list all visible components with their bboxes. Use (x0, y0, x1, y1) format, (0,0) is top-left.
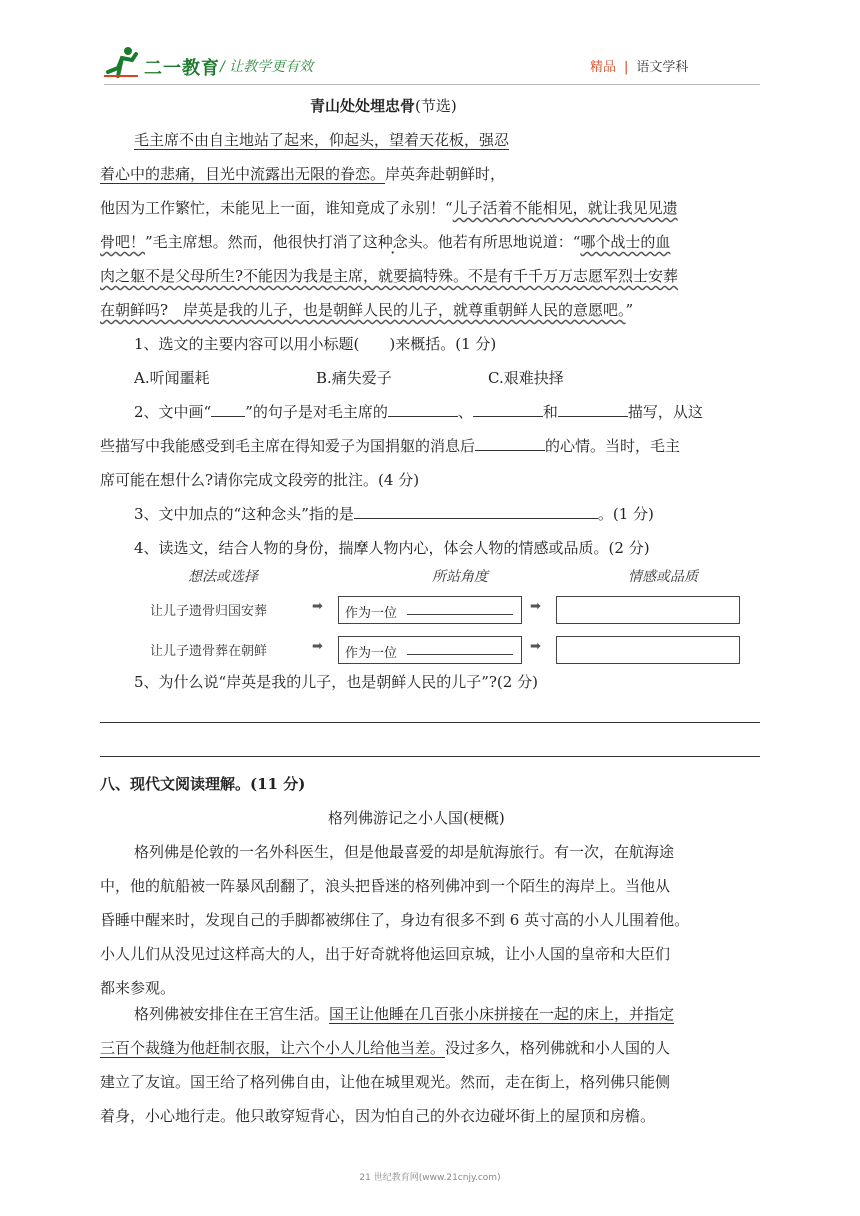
passage-title-text: 青山处处埋忠骨 (310, 97, 416, 115)
table-header-choice: 想法或选择 (188, 569, 258, 585)
q2-text: 、 (457, 403, 473, 421)
page-header (0, 0, 860, 88)
q1-option-c: C.艰难抉择 (488, 369, 564, 387)
passage-line-5 (100, 266, 678, 286)
section-text: 格列佛被安排住在王宫生活。 (134, 1005, 330, 1023)
logo-text: 二一教育 (144, 58, 220, 79)
wavy-sentence: 在朝鲜吗? 岸英是我的儿子，也是朝鲜人民的儿子，就尊重朝鲜人民的意愿吧。 (100, 301, 626, 319)
q2-text: 2、文中画“ (134, 403, 212, 421)
passage-line-4 (100, 232, 670, 252)
section-title: 格列佛游记之小人国(梗概) (328, 809, 505, 827)
section-heading: 八、现代文阅读理解。(11 分) (100, 775, 306, 793)
quality-box-1[interactable] (556, 596, 740, 624)
underlined-sentence: 三百个裁缝为他赶制衣服，让六个小人儿给他当差。 (100, 1039, 446, 1057)
passage-title (310, 96, 457, 116)
subject-label: 语文学科 (636, 60, 689, 75)
table-header-quality: 情感或品质 (628, 569, 698, 585)
q3-text: 3、文中加点的“这种念头”指的是 (134, 505, 354, 523)
passage-title-note: (节选) (415, 97, 457, 115)
stance-box-2[interactable] (338, 636, 522, 664)
underlined-sentence: 国王让他睡在几百张小床拼接在一起的床上，并指定 (329, 1005, 675, 1023)
passage-line-2 (100, 164, 505, 184)
question-5: 5、为什么说“岸英是我的儿子，也是朝鲜人民的儿子”?(2 分) (134, 673, 538, 691)
stance-box-1[interactable] (338, 596, 522, 624)
runner-logo-icon (104, 46, 140, 78)
passage-text: ” (625, 301, 634, 319)
question-2-line-3: 席可能在想什么?请你完成文段旁的批注。(4 分) (100, 471, 420, 489)
slogan: / 让教学更有效 (220, 59, 314, 75)
quality-label: 精品 (590, 60, 617, 75)
passage-line-3 (100, 198, 678, 218)
section-line-5: 都来参观。 (100, 979, 176, 997)
answer-line[interactable] (100, 756, 760, 757)
question-2-line-2 (100, 436, 680, 456)
passage-text: 他因为工作繁忙，未能见上一面，谁知竟成了永别！“ (100, 199, 453, 217)
section-line-2: 中，他的航船被一阵暴风刮翻了，浪头把昏迷的格列佛冲到一个陌生的海岸上。当他从 (100, 877, 671, 895)
q2-text: 描写，从这 (627, 403, 703, 421)
section-line-4: 小人儿们从没见过这样高大的人，出于好奇就将他运回京城，让小人国的皇帝和大臣们 (100, 945, 671, 963)
wavy-sentence: 肉之躯不是父母所生?不能因为我是主席，就要搞特殊。不是有千千万万志愿军烈士安葬 (100, 267, 679, 285)
wavy-sentence: 骨吧！ (100, 233, 146, 251)
passage-line-6 (100, 300, 633, 320)
section-line-7 (100, 1038, 670, 1058)
section-line-8: 建立了友谊。国王给了格列佛自由，让他在城里观光。然而，走在街上，格列佛只能侧 (100, 1073, 671, 1091)
question-4: 4、读选文，结合人物的身份，揣摩人物内心，体会人物的情感或品质。(2 分) (134, 539, 650, 557)
arrow-right-icon: ➡ (312, 639, 323, 654)
slogan-text: 让教学更有效 (229, 59, 314, 75)
section-line-6 (134, 1004, 674, 1024)
answer-blank[interactable] (354, 504, 598, 519)
passage-text: 。他若有所思地说道：“ (422, 233, 581, 251)
table-header-stance: 所站角度 (432, 569, 488, 585)
wavy-sentence: 哪个战士的血 (580, 233, 671, 251)
answer-blank[interactable] (388, 402, 458, 417)
q2-text: 的心情。当时，毛主 (545, 437, 681, 455)
quality-box-2[interactable] (556, 636, 740, 664)
header-rule (104, 84, 760, 85)
arrow-right-icon: ➡ (312, 599, 323, 614)
section-text: 没过多久，格列佛就和小人国的人 (445, 1039, 671, 1057)
stance-prefix: 作为一位 (345, 606, 398, 621)
answer-line[interactable] (100, 722, 760, 723)
stance-prefix: 作为一位 (345, 646, 398, 661)
underlined-sentence: 毛主席不由自主地站了起来，仰起头，望着天花板，强忍 (134, 131, 510, 149)
answer-blank[interactable] (473, 402, 543, 417)
passage-line-1 (134, 130, 509, 150)
row-1-choice: 让儿子遗骨归国安葬 (150, 604, 268, 619)
q3-text: 。(1 分) (597, 505, 654, 523)
header-separator: | (624, 60, 629, 75)
section-line-1: 格列佛是伦敦的一名外科医生，但是他最喜爱的却是航海旅行。有一次，在航海途 (134, 843, 675, 861)
underlined-sentence: 着心中的悲痛，目光中流露出无限的眷恋。 (100, 165, 386, 183)
q1-option-a: A.听闻噩耗 (134, 369, 210, 387)
question-2 (134, 402, 703, 422)
page-footer: 21 世纪教育网(www.21cnjy.com) (359, 1173, 501, 1183)
q1-option-b: B.痛失爱子 (316, 369, 392, 387)
q2-text: 和 (542, 403, 558, 421)
row-2-choice: 让儿子遗骨葬在朝鲜 (150, 644, 268, 659)
question-1: 1、选文的主要内容可以用小标题( )来概括。(1 分) (134, 335, 497, 353)
answer-line (407, 654, 513, 655)
passage-text: 岸英奔赴朝鲜时， (385, 165, 506, 183)
dotted-phrase: 这种念头 (362, 233, 423, 251)
analysis-table (150, 566, 750, 666)
q2-text: ”的句子是对毛主席的 (245, 403, 388, 421)
answer-blank[interactable] (211, 402, 245, 417)
arrow-right-icon: ➡ (530, 599, 541, 614)
arrow-right-icon: ➡ (530, 639, 541, 654)
answer-blank[interactable] (558, 402, 628, 417)
header-labels (590, 56, 688, 75)
section-line-3: 昏睡中醒来时，发现自己的手脚都被绑住了，身边有很多不到 6 英寸高的小人儿围着他。 (100, 911, 690, 929)
passage-text: ”毛主席想。然而，他很快打消了 (145, 233, 363, 251)
wavy-sentence: 儿子活着不能相见，就让我见见遗 (452, 199, 678, 217)
answer-line (407, 614, 513, 615)
question-3 (134, 504, 654, 524)
q2-text: 些描写中我能感受到毛主席在得知爱子为国捐躯的消息后 (100, 437, 476, 455)
section-line-9: 着身，小心地行走。他只敢穿短背心，因为怕自己的外衣边碰坏街上的屋顶和房檐。 (100, 1107, 656, 1125)
answer-blank[interactable] (475, 436, 545, 451)
